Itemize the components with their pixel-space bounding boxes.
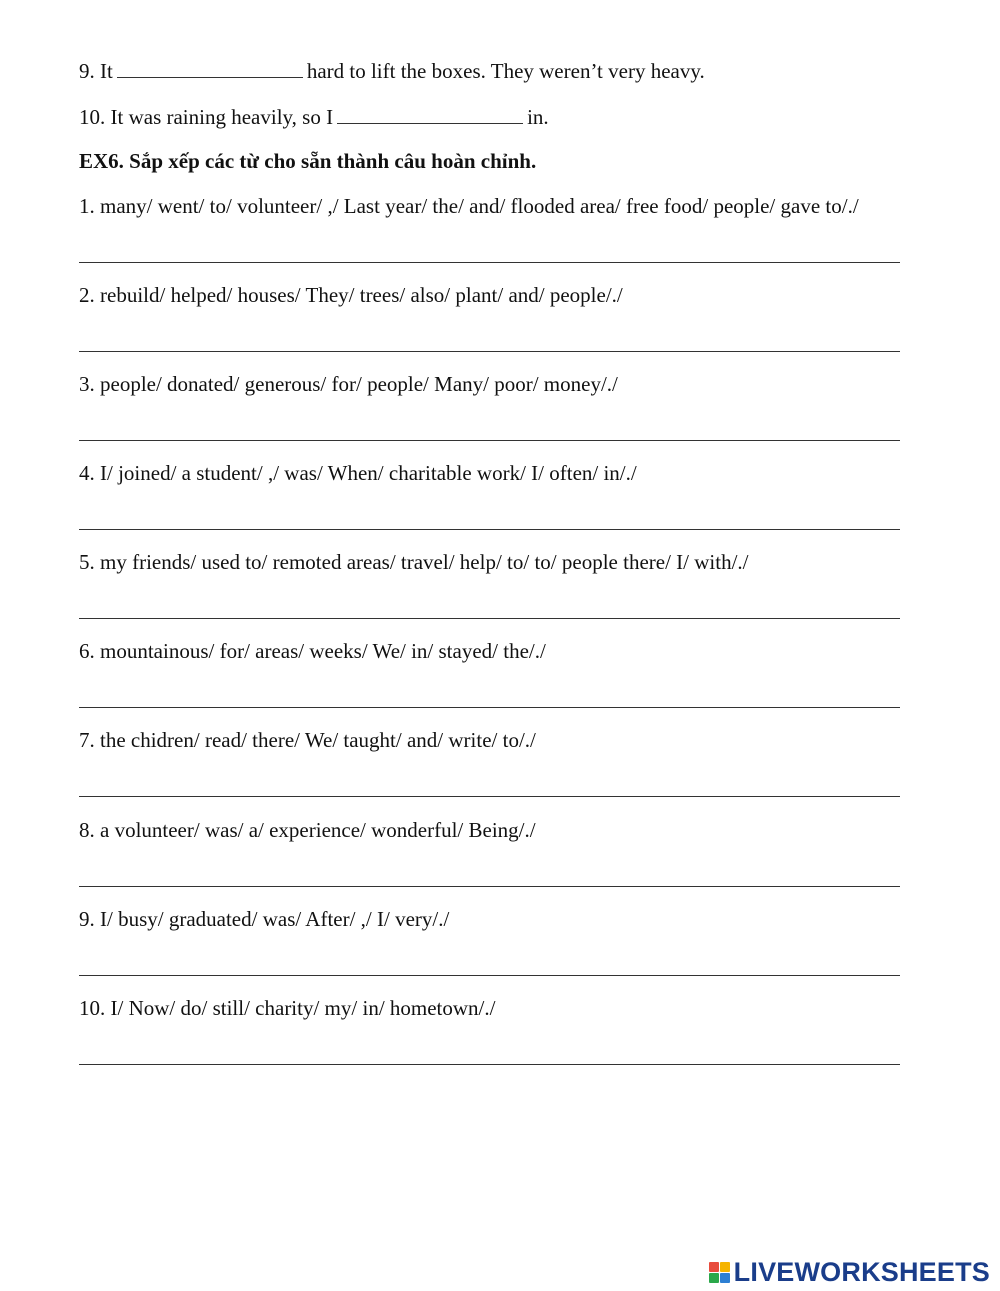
- ex6-item-9: 9. I/ busy/ graduated/ was/ After/ ,/ I/ very/./: [79, 907, 450, 931]
- answer-line-7[interactable]: [79, 796, 900, 797]
- ex6-item-3: 3. people/ donated/ generous/ for/ people/ Many/ poor/ money/./: [79, 372, 618, 396]
- answer-line-10[interactable]: [79, 1064, 900, 1065]
- answer-line-4[interactable]: [79, 529, 900, 530]
- answer-line-8[interactable]: [79, 886, 900, 887]
- ex6-item-4: 4. I/ joined/ a student/ ,/ was/ When/ charitable work/ I/ often/ in/./: [79, 461, 637, 485]
- answer-blank-10[interactable]: [337, 105, 523, 124]
- answer-blank-9[interactable]: [117, 59, 303, 78]
- question-10-suffix: in.: [527, 105, 549, 129]
- answer-line-1[interactable]: [79, 262, 900, 263]
- question-9-prefix: 9. It: [79, 59, 113, 83]
- ex6-item-5: 5. my friends/ used to/ remoted areas/ travel/ help/ to/ to/ people there/ I/ with/./: [79, 550, 749, 574]
- liveworksheets-wordmark: LIVEWORKSHEETS: [733, 1257, 990, 1287]
- liveworksheets-logo: [709, 1257, 990, 1288]
- liveworksheets-mark-icon: [709, 1262, 730, 1283]
- ex6-item-1: 1. many/ went/ to/ volunteer/ ,/ Last year/ the/ and/ flooded area/ free food/ people/ gave to/./: [79, 194, 859, 218]
- question-9: [79, 58, 705, 84]
- ex6-item-7: 7. the chidren/ read/ there/ We/ taught/ and/ write/ to/./: [79, 728, 536, 752]
- question-10: [79, 104, 549, 130]
- answer-line-2[interactable]: [79, 351, 900, 352]
- question-9-suffix: hard to lift the boxes. They weren’t very heavy.: [306, 59, 705, 83]
- ex6-item-8: 8. a volunteer/ was/ a/ experience/ wonderful/ Being/./: [79, 818, 536, 842]
- ex6-item-6: 6. mountainous/ for/ areas/ weeks/ We/ in/ stayed/ the/./: [79, 639, 546, 663]
- answer-line-5[interactable]: [79, 618, 900, 619]
- ex6-item-10: 10. I/ Now/ do/ still/ charity/ my/ in/ hometown/./: [79, 996, 496, 1020]
- exercise-6-heading: EX6. Sắp xếp các từ cho sẵn thành câu hoàn chỉnh.: [79, 149, 537, 173]
- answer-line-6[interactable]: [79, 707, 900, 708]
- answer-line-3[interactable]: [79, 440, 900, 441]
- ex6-item-2: 2. rebuild/ helped/ houses/ They/ trees/ also/ plant/ and/ people/./: [79, 283, 623, 307]
- question-10-prefix: 10. It was raining heavily, so I: [79, 105, 334, 129]
- answer-line-9[interactable]: [79, 975, 900, 976]
